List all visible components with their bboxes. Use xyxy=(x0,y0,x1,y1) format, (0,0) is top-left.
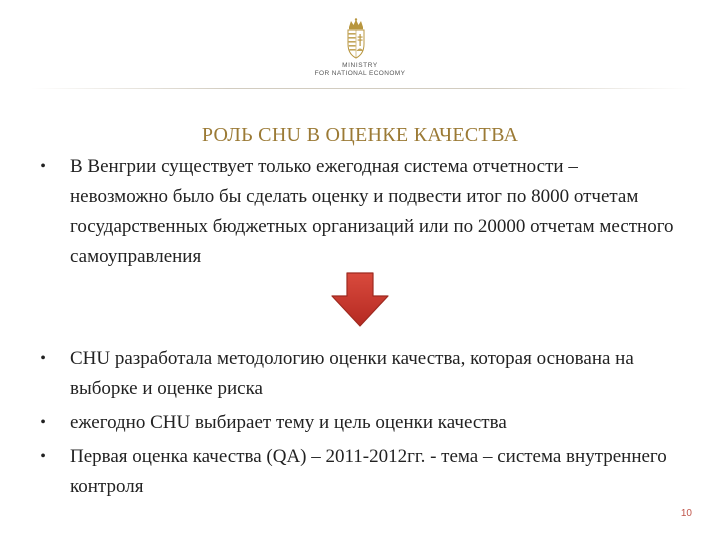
hungarian-coat-of-arms-icon xyxy=(344,18,368,60)
bullet-text: CHU разработала методологию оценки качества, которая основана на выборке и оценке риска xyxy=(70,348,634,399)
ministry-logo xyxy=(300,18,420,82)
bullet-marker: • xyxy=(40,350,46,367)
bullet-marker: • xyxy=(40,414,46,431)
ministry-name-line2: FOR NATIONAL ECONOMY xyxy=(314,70,406,77)
bullet-item xyxy=(36,408,676,438)
slide-title: РОЛЬ CHU В ОЦЕНКЕ КАЧЕСТВА xyxy=(201,124,519,146)
header-divider xyxy=(30,88,692,89)
bullet-item xyxy=(36,152,676,272)
bullet-text: Первая оценка качества (QA) – 2011-2012гг. - тема – система внутреннего контроля xyxy=(70,446,667,497)
bullet-list-2 xyxy=(36,344,676,506)
bullet-text: ежегодно CHU выбирает тему и цель оценки качества xyxy=(70,412,507,433)
bullet-item xyxy=(36,442,676,502)
bullet-list-1 xyxy=(36,152,676,272)
bullet-item xyxy=(36,344,676,404)
bullet-marker: • xyxy=(40,158,46,175)
bullet-text: В Венгрии существует только ежегодная система отчетности – невозможно было бы сделать оценку и подвести итог по 8000 отчетам государственных бюджетных организаций или по 20000 отчетам местного самоуправления xyxy=(70,156,674,267)
arrow-down-icon xyxy=(330,272,390,328)
ministry-name-line1: MINISTRY xyxy=(342,62,378,69)
bullet-marker: • xyxy=(40,448,46,465)
page-number: 10 xyxy=(680,508,692,519)
